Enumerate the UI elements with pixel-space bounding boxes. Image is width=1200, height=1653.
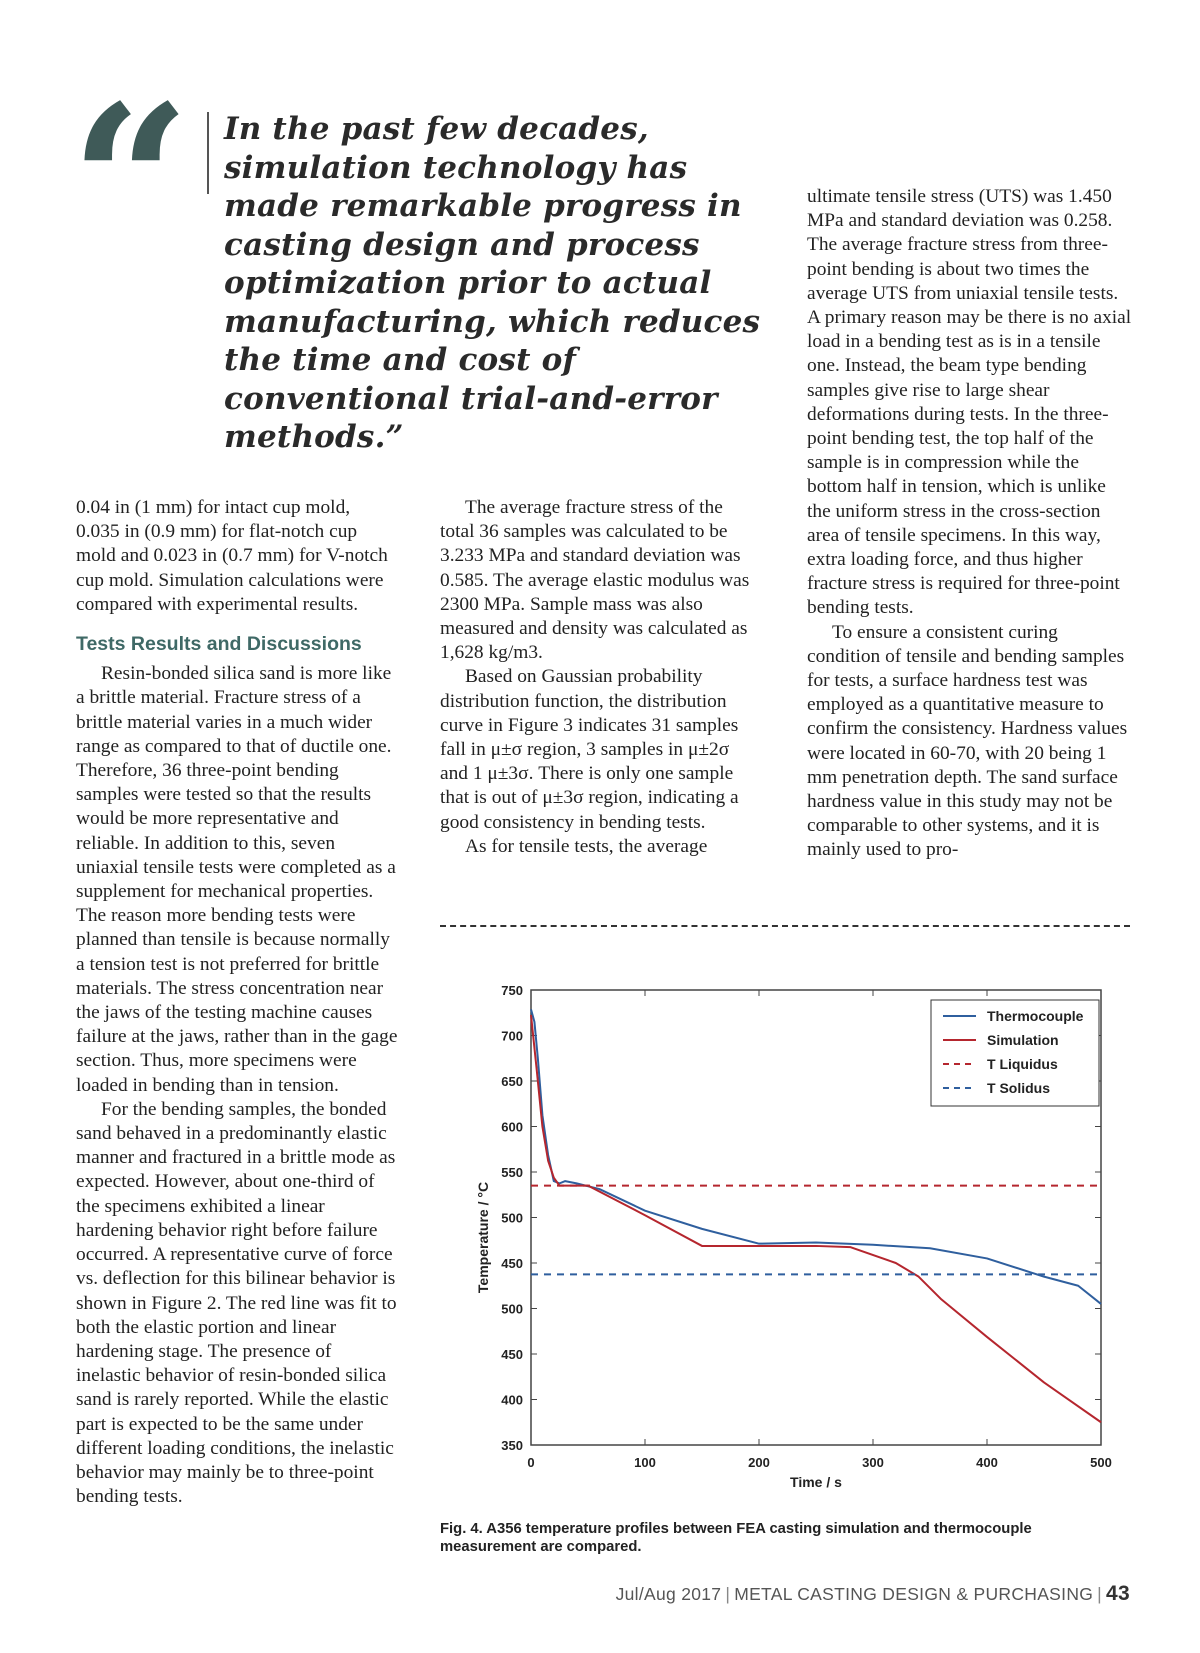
middle-paragraph-2: Based on Gaussian probability distribution function, the distribution curve in Figure 3 indicates 31 samples fall in μ±σ region, 3 samples in μ±2σ and 1 μ±3σ. There is only one sample that is out of μ±3σ region, indicating a good consistency in bending tests.: [440, 666, 739, 833]
y-tick-label: 750: [501, 983, 523, 998]
footer-issue: Jul/Aug 2017: [615, 1584, 722, 1604]
y-tick-label: 700: [501, 1028, 523, 1044]
page-footer: [616, 1582, 1130, 1606]
y-tick-label: 450: [501, 1347, 523, 1362]
y-tick-label: 500: [501, 1210, 523, 1226]
y-tick-label: 500: [501, 1301, 523, 1317]
x-tick-label: 100: [634, 1455, 656, 1470]
x-tick-label: 400: [976, 1455, 998, 1470]
middle-paragraph-3: As for tensile tests, the average: [465, 835, 708, 857]
y-tick-label: 450: [501, 1256, 523, 1271]
figure-caption: Fig. 4. A356 temperature profiles between FEA casting simulation and thermocouple measurement are compared.: [440, 1521, 1032, 1555]
y-tick-label: 650: [501, 1074, 523, 1089]
y-axis-label: Temperature / °C: [475, 1181, 491, 1294]
left-paragraph-2: Resin-bonded silica sand is more like a brittle material. Fracture stress of a brittle material varies in a much wider range as compared to that of ductile one. Therefore, 36 three-point bending samples were tested so that the results would be more representative and reliable. In addition to this, seven uniaxial tensile tests were completed as a supplement for mechanical properties. The reason more bending tests were planned than tensile is because normally a tension test is not preferred for brittle materials. The stress concentration near the jaws of the testing machine causes failure at the jaws, rather than in the gage section. Thus, more specimens were loaded in bending than in tension.: [76, 663, 398, 1096]
right-paragraph-1: ultimate tensile stress (UTS) was 1.450 MPa and standard deviation was 0.258. The average fracture stress from three-point bending is about two times the average UTS from uniaxial tensile tests. A primary reason may be there is no axial load in a bending test as is in a tensile one. Instead, the beam type bending samples give rise to large shear deformations during tests. In the three-point bending test, the top half of the sample is in compression while the bottom half in tension, which is unlike the uniform stress in the cross-section area of tensile specimens. In this way, extra loading force, and thus higher fracture stress is required for three-point bending tests.: [807, 186, 1132, 619]
right-column: [807, 185, 1132, 863]
quote-rule: [207, 112, 209, 194]
left-column: [76, 496, 398, 1509]
y-tick-label: 400: [501, 1392, 523, 1408]
legend-label: Thermocouple: [987, 1008, 1084, 1024]
right-paragraph-2: To ensure a consistent curing condition of tensile and bending samples for tests, a surface hardness test was employed as a quantitative measure to confirm the consistency. Hardness values were located in 60-70, with 20 being 1 mm penetration depth. The sand surface hardness value in this study may not be comparable to other systems, and it is mainly used to pro-: [807, 621, 1128, 861]
middle-column: [440, 496, 760, 859]
y-tick-label: 600: [501, 1119, 523, 1135]
footer-publication: METAL CASTING DESIGN & PURCHASING: [734, 1584, 1094, 1604]
x-tick-label: 0: [527, 1455, 535, 1470]
legend-label: T Solidus: [987, 1080, 1050, 1096]
legend-label: Simulation: [987, 1032, 1059, 1048]
x-tick-label: 300: [862, 1455, 884, 1470]
page-number: 43: [1106, 1582, 1130, 1605]
figure-divider: [440, 925, 1130, 927]
quote-mark-icon: “: [70, 59, 191, 306]
footer-separator: |: [1097, 1584, 1103, 1604]
section-heading: Tests Results and Discussions: [76, 633, 362, 656]
middle-paragraph-1: The average fracture stress of the total 36 samples was calculated to be 3.233 MPa and standard deviation was 0.585. The average elastic modulus was 2300 MPa. Sample mass was also measured and density was calculated as 1,628 kg/m3.: [440, 497, 750, 664]
y-tick-label: 550: [501, 1165, 523, 1180]
x-axis-label: Time / s: [790, 1474, 842, 1490]
pull-quote: In the past few decades, simulation technology has made remarkable progress in casting design and process optimization prior to actual manufacturing, which reduces the time and cost of conventional trial-and-error methods.”: [224, 111, 761, 455]
legend-label: T Liquidus: [987, 1056, 1058, 1072]
left-paragraph-3: For the bending samples, the bonded sand behaved in a predominantly elastic manner and fractured in a brittle mode as expected. However, about one-third of the specimens exhibited a linear hardening behavior right before failure occurred. A representative curve of force vs. deflection for this bilinear behavior is shown in Figure 2. The red line was fit to both the elastic portion and linear hardening stage. The presence of inelastic behavior of resin-bonded silica sand is rarely reported. While the elastic part is expected to be the same under different loading conditions, the inelastic behavior may mainly be to three-point bending tests.: [76, 1098, 397, 1508]
x-tick-label: 200: [748, 1455, 770, 1470]
x-tick-label: 500: [1090, 1455, 1112, 1470]
left-paragraph-1: 0.04 in (1 mm) for intact cup mold, 0.035 in (0.9 mm) for flat-notch cup mold and 0.023 in (0.7 mm) for V-notch cup mold. Simulation calculations were compared with experimental results.: [76, 497, 388, 615]
footer-separator: |: [725, 1584, 731, 1604]
y-tick-label: 350: [501, 1438, 523, 1453]
temperature-chart: [466, 975, 1126, 1495]
